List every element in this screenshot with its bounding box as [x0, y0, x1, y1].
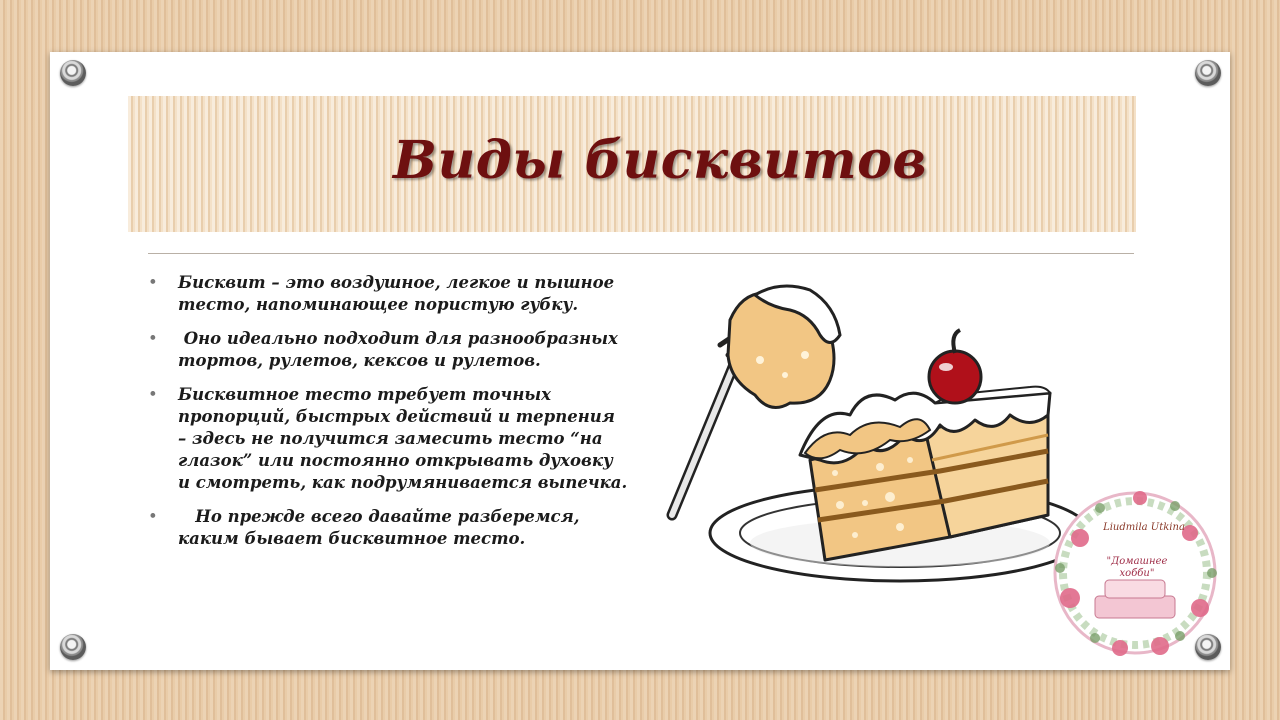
bullet-dot: •	[148, 507, 158, 526]
bullet-text: Оно идеально подходит для разнообразных тортов, рулетов, кексов и рулетов.	[178, 329, 624, 370]
grommet-icon	[60, 60, 86, 86]
bullet-dot: •	[148, 329, 158, 348]
bullet-item	[148, 328, 628, 372]
grommet-icon	[60, 634, 86, 660]
grommet-icon	[1195, 60, 1221, 86]
title-divider	[148, 253, 1134, 254]
slide-title: Виды бисквитов	[393, 130, 927, 191]
bullet-text: Бисквитное тесто требует точных пропорций, быстрых действий и терпения – здесь не получится замесить тесто “на глазок” или постоянно открывать духовку и смотреть, как подрумянивается выпечка.	[178, 385, 628, 492]
bullet-list	[148, 272, 628, 562]
cherry-icon	[929, 351, 981, 403]
bullet-text: Бисквит – это воздушное, легкое и пышное тесто, напоминающее пористую губку.	[178, 273, 615, 314]
cake-illustration	[650, 275, 1090, 595]
bullet-item	[148, 506, 628, 550]
bullet-dot: •	[148, 385, 158, 404]
bullet-text: Но прежде всего давайте разберемся, каким бывает бисквитное тесто.	[178, 507, 586, 548]
logo-caption: "Домашнее хобби"	[1106, 556, 1168, 579]
bullet-dot: •	[148, 273, 158, 292]
bullet-item	[148, 272, 628, 316]
bullet-item	[148, 384, 628, 494]
logo-name: Liudmila Utkina	[1103, 522, 1185, 533]
